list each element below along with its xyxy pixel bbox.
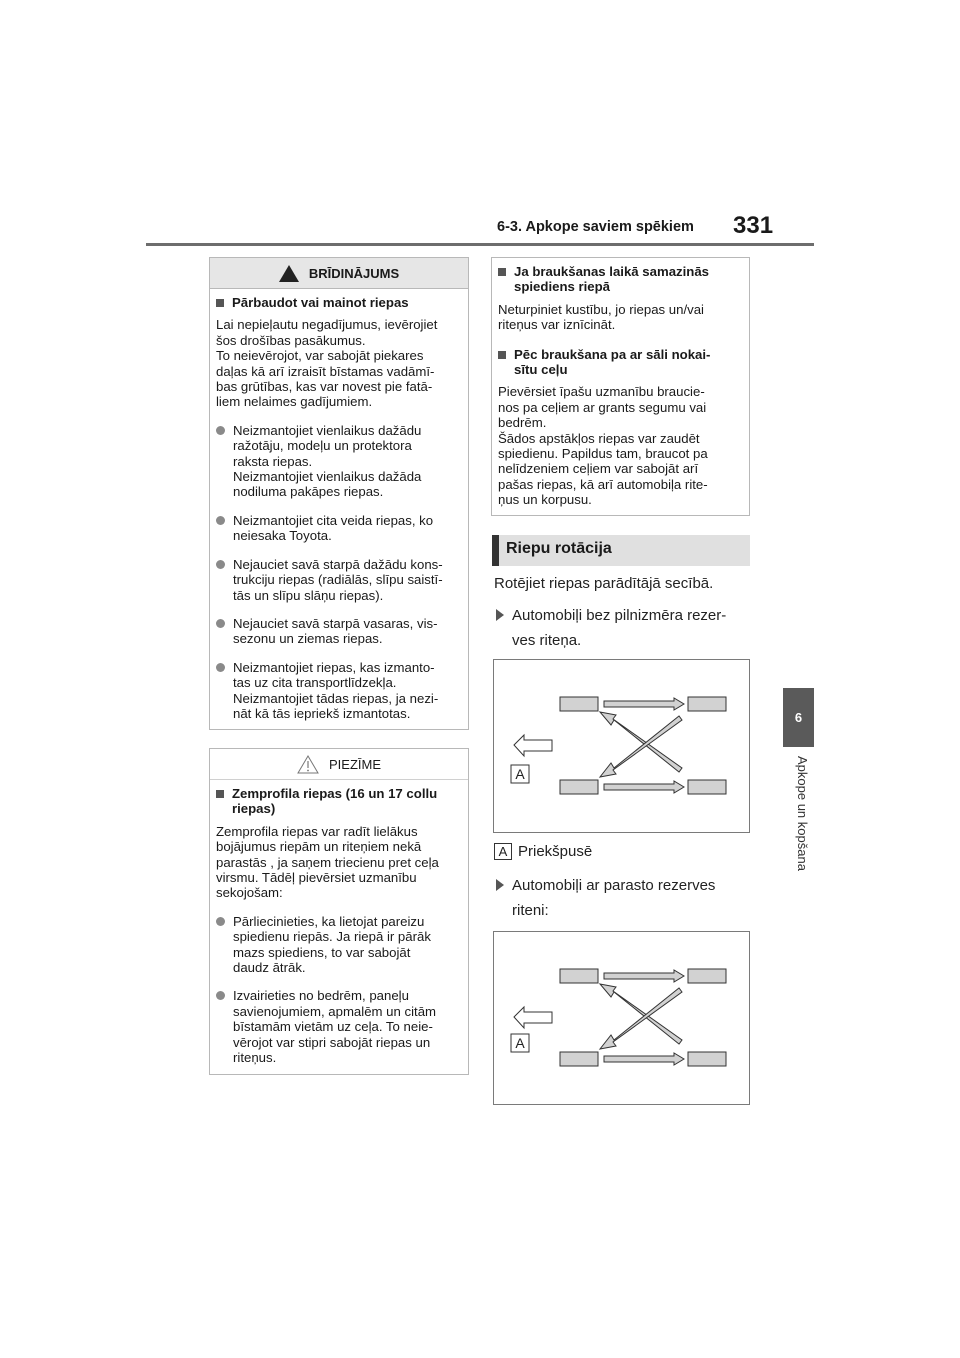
rotation-diagram-1-graphic bbox=[494, 660, 749, 832]
notice-bullet: Izvairieties no bedrēm, paneļu savienojumiem, apmalēm un citām bīstamām vietām uz ceļa. To neie- vērojot var stipri sabojāt riepas un riteņus. bbox=[216, 988, 462, 1065]
section-heading bbox=[492, 535, 750, 566]
square-bullet-icon bbox=[216, 790, 224, 798]
warning-triangle-icon bbox=[279, 265, 299, 282]
rotation-diagram-2-graphic bbox=[494, 932, 749, 1104]
arrow-front bbox=[604, 698, 684, 710]
round-bullet-icon bbox=[216, 917, 225, 926]
info-box bbox=[491, 257, 750, 516]
caution-triangle-icon bbox=[297, 755, 319, 774]
legend-text: Priekšpusē bbox=[518, 843, 593, 860]
info-text-1: Neturpiniet kustību, jo riepas un/vai riteņus var iznīcināt. bbox=[498, 301, 704, 333]
warning-intro: Lai nepieļautu negadījumus, ievērojiet šos drošības pasākumus. To neievērojot, var sabojāt piekares daļas kā arī izraisīt bīstamas vadāmī- bas grūtības, kas var novest pie fatā- liem nelaimes gadījumiem. bbox=[216, 317, 438, 410]
section-header-title: 6-3. Apkope saviem spēkiem bbox=[497, 219, 694, 235]
square-bullet-icon bbox=[216, 299, 224, 307]
warning-bullet: Nejauciet savā starpā dažādu kons- trukciju riepas (radiālās, slīpu saistī- tās un slīpu slāņu riepas). bbox=[216, 557, 462, 603]
info-heading-1: Ja braukšanas laikā samazinās spiediens riepā bbox=[498, 264, 743, 295]
chapter-side-label: Apkope un kopšana bbox=[795, 756, 810, 871]
arrow-diag-down bbox=[600, 988, 682, 1049]
label-A: A bbox=[515, 766, 525, 782]
tire-rear-right bbox=[688, 780, 726, 794]
arrow-diag-down bbox=[600, 716, 682, 777]
arrow-diag-up bbox=[600, 712, 682, 772]
section-intro: Rotējiet riepas parādītājā secībā. bbox=[494, 575, 714, 592]
notice-title: PIEZĪME bbox=[328, 756, 381, 772]
warning-heading: Pārbaudot vai mainot riepas bbox=[216, 295, 462, 310]
section-heading-title: Riepu rotācija bbox=[506, 540, 612, 557]
header-rule bbox=[146, 243, 814, 246]
info-text-2: Pievērsiet īpašu uzmanību braucie- nos pa ceļiem ar grants segumu vai bedrēm. Šādos apstākļos riepas var zaudēt spiedienu. Papildus tam, braucot pa nelīdzeniem ceļiem var sabojāt arī pašas riepas, kā arī automobiļa rite- ņus un korpusu. bbox=[498, 384, 708, 508]
round-bullet-icon bbox=[216, 560, 225, 569]
warning-box bbox=[209, 257, 469, 730]
notice-box bbox=[209, 748, 469, 1075]
arrow-rear bbox=[604, 1053, 684, 1065]
section-heading-bar bbox=[492, 535, 499, 566]
warning-bullet: Neizmantojiet riepas, kas izmanto- tas uz cita transportlīdzekļa. Neizmantojiet tādas riepas, ja nezi- nāt kā tās iepriekš izmantotas. bbox=[216, 660, 462, 722]
tire-front-left bbox=[560, 969, 598, 983]
arrow-front bbox=[604, 970, 684, 982]
tire-front-right bbox=[688, 697, 726, 711]
triangle-bullet-icon bbox=[496, 879, 504, 891]
front-direction-arrow bbox=[514, 1007, 552, 1028]
chapter-tab: 6 bbox=[783, 688, 814, 747]
round-bullet-icon bbox=[216, 426, 225, 435]
front-direction-arrow bbox=[514, 735, 552, 756]
page-number: 331 bbox=[733, 212, 774, 239]
warning-box-header bbox=[210, 258, 468, 289]
info-heading-2: Pēc braukšana pa ar sāli nokai- sītu ceļu bbox=[498, 347, 743, 378]
round-bullet-icon bbox=[216, 516, 225, 525]
warning-bullet: Neizmantojiet vienlaikus dažādu ražotāju, modeļu un protektora raksta riepas. Neizmantojiet vienlaikus dažāda nodiluma pakāpes riepas. bbox=[216, 423, 462, 500]
square-bullet-icon bbox=[498, 268, 506, 276]
tire-rear-right bbox=[688, 1052, 726, 1066]
arrow-rear bbox=[604, 781, 684, 793]
notice-box-header bbox=[210, 749, 468, 780]
warning-title: BRĪDINĀJUMS bbox=[308, 265, 400, 281]
case-2: Automobiļi ar parasto rezerves riteni: bbox=[496, 873, 715, 923]
notice-heading: Zemprofila riepas (16 un 17 collu riepas) bbox=[216, 786, 462, 817]
round-bullet-icon bbox=[216, 991, 225, 1000]
tire-front-left bbox=[560, 697, 598, 711]
warning-bullet: Neizmantojiet cita veida riepas, ko neiesaka Toyota. bbox=[216, 513, 462, 544]
round-bullet-icon bbox=[216, 663, 225, 672]
square-bullet-icon bbox=[498, 351, 506, 359]
legend bbox=[494, 843, 592, 860]
triangle-bullet-icon bbox=[496, 609, 504, 621]
round-bullet-icon bbox=[216, 619, 225, 628]
label-A: A bbox=[515, 1035, 525, 1051]
tire-rear-left bbox=[560, 780, 598, 794]
case-1: Automobiļi bez pilnizmēra rezer- ves riteņa. bbox=[496, 603, 726, 653]
notice-bullet: Pārliecinieties, ka lietojat pareizu spiedienu riepās. Ja riepā ir pārāk mazs spiediens, to var sabojāt daudz ātrāk. bbox=[216, 914, 462, 976]
arrow-diag-up bbox=[600, 984, 682, 1044]
notice-intro: Zemprofila riepas var radīt lielākus bojājumus riepām un riteņiem nekā parastās , ja saņem triecienu pret ceļa virsmu. Tādēļ pievērsiet uzmanību sekojošam: bbox=[216, 823, 439, 901]
tire-rear-left bbox=[560, 1052, 598, 1066]
rotation-diagram-2 bbox=[493, 931, 750, 1105]
tire-front-right bbox=[688, 969, 726, 983]
warning-bullet: Nejauciet savā starpā vasaras, vis- sezonu un ziemas riepas. bbox=[216, 616, 462, 647]
rotation-diagram-1 bbox=[493, 659, 750, 833]
legend-letter: A bbox=[494, 843, 512, 860]
